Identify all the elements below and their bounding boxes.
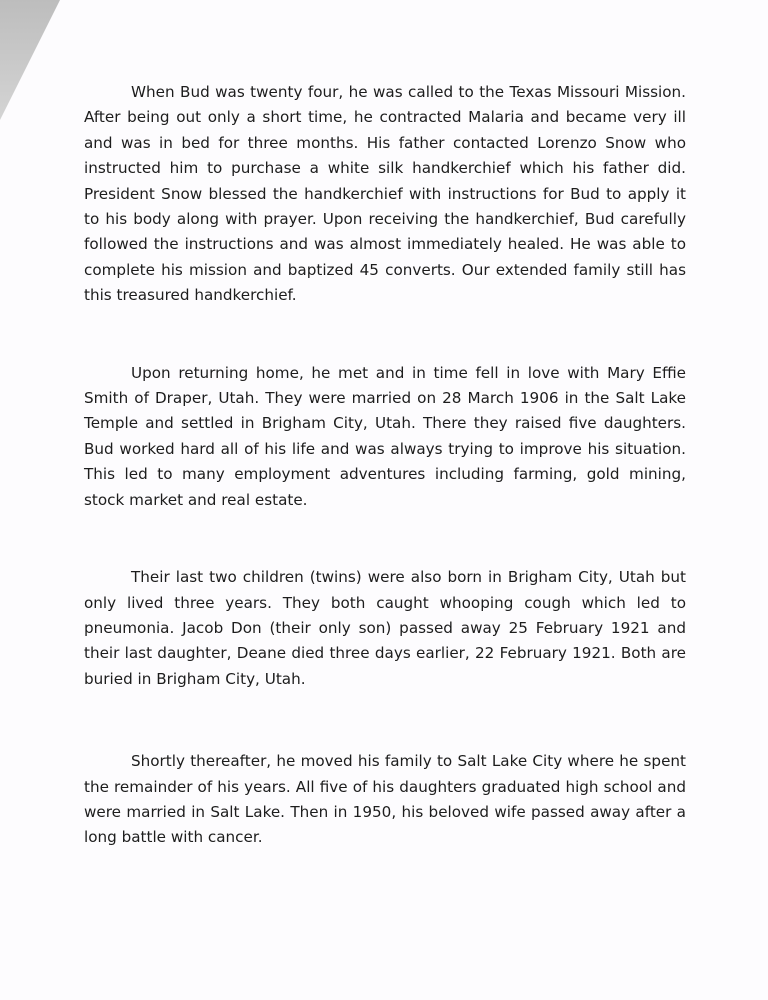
document-page: [84, 80, 686, 851]
scan-edge-shadow: [0, 0, 60, 120]
paragraph-mission: When Bud was twenty four, he was called to the Texas Missouri Mission. After being out only a short time, he contracted Malaria and became very ill and was in bed for three months. His father contacted Lorenzo Snow who instructed him to purchase a white silk handkerchief which his father did. President Snow blessed the handkerchief with instructions for Bud to apply it to his body along with prayer. Upon receiving the handkerchief, Bud carefully followed the instructions and was almost immediately healed. He was able to complete his mission and baptized 45 converts. Our extended family still has this treasured handkerchief.: [84, 83, 686, 305]
paragraph-marriage: Upon returning home, he met and in time fell in love with Mary Effie Smith of Draper, Utah. They were married on 28 March 1906 in the Salt Lake Temple and settled in Brigham City, Utah. There they raised five daughters. Bud worked hard all of his life and was always trying to improve his situation. This led to many employment adventures including farming, gold mining, stock market and real estate.: [84, 363, 686, 509]
paragraph-twins: Their last two children (twins) were also born in Brigham City, Utah but only lived three years. They both caught whooping cough which led to pneumonia. Jacob Don (their only son) passed away 25 February 1921 and their last daughter, Deane died three days earlier, 22 February 1921. Both are buried in Brigham City, Utah.: [84, 568, 686, 688]
paragraph-later-years: Shortly thereafter, he moved his family to Salt Lake City where he spent the remainder of his years. All five of his daughters graduated high school and were married in Salt Lake. Then in 1950, his beloved wife passed away after a long battle with cancer.: [84, 752, 686, 847]
